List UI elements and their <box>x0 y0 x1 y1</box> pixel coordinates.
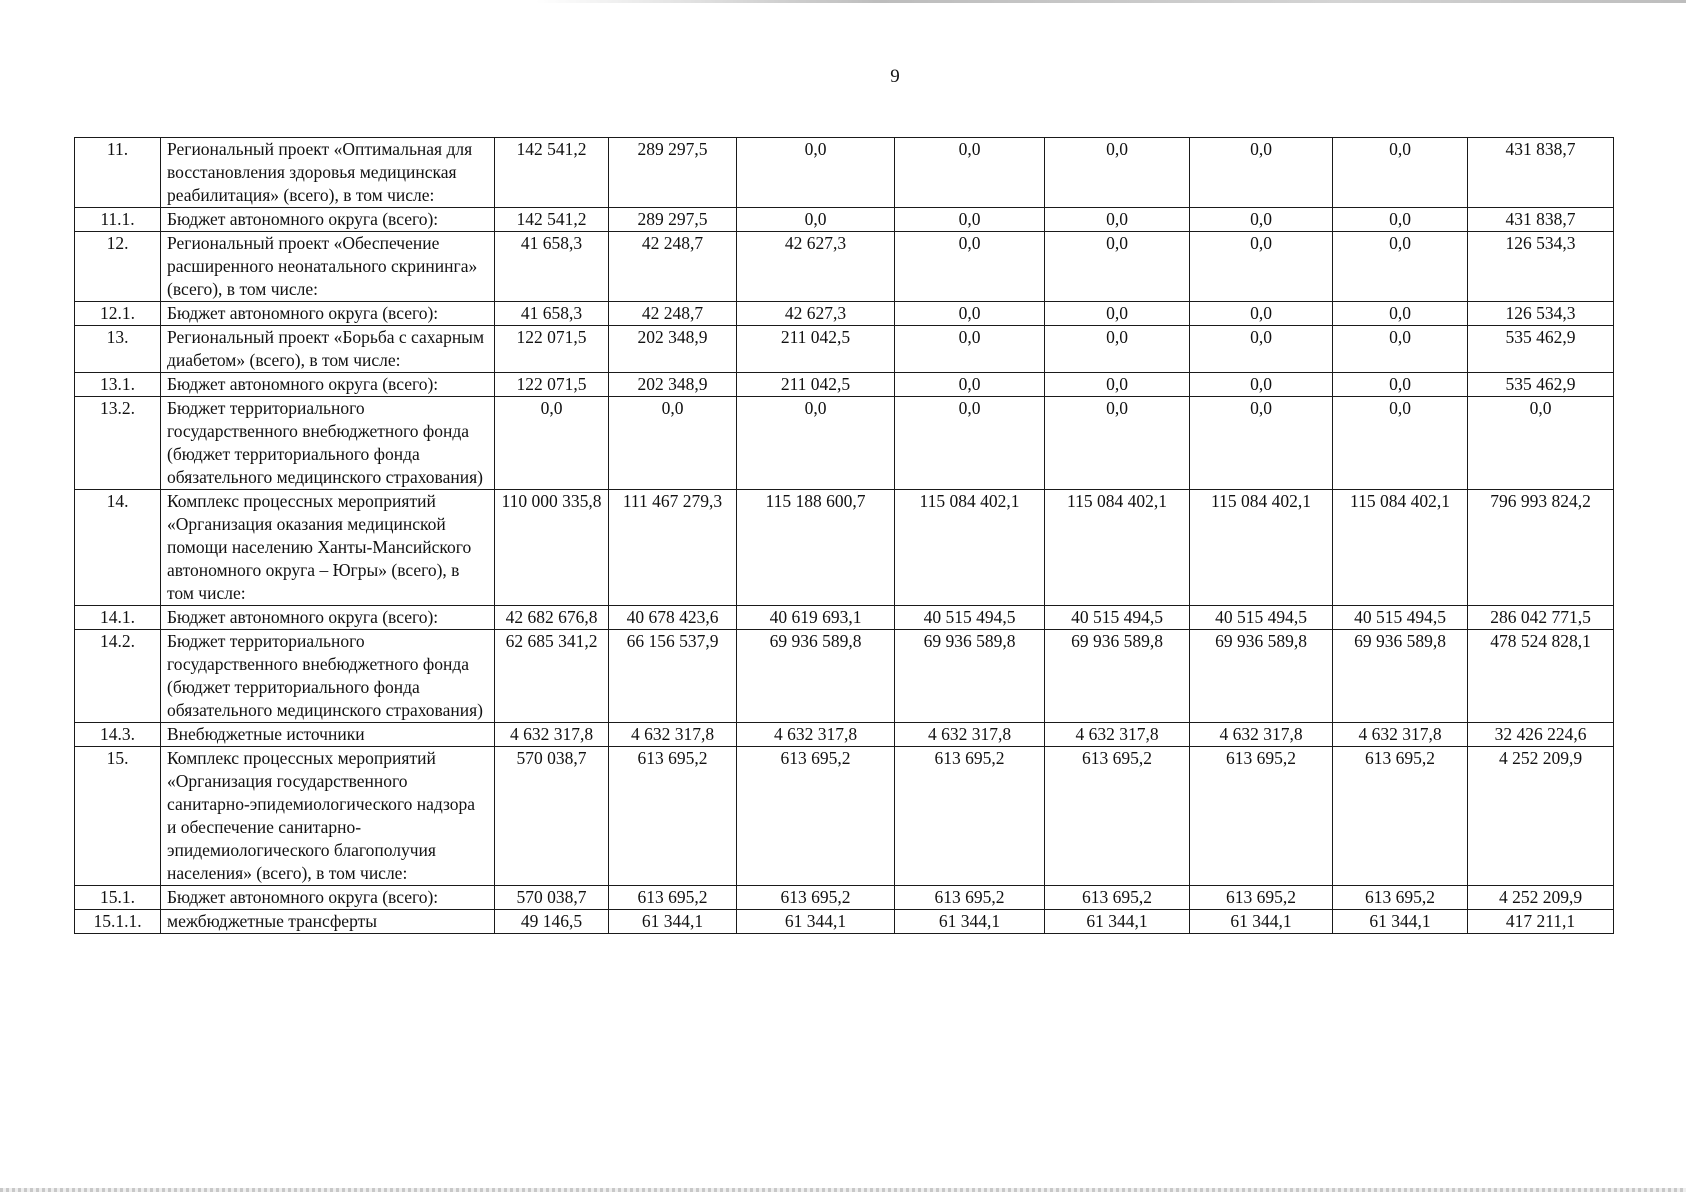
row-number: 15.1.1. <box>75 910 161 934</box>
row-value: 4 632 317,8 <box>1333 723 1468 747</box>
row-total-value: 431 838,7 <box>1468 208 1614 232</box>
row-number: 12. <box>75 232 161 302</box>
row-number: 13. <box>75 326 161 373</box>
table-row <box>75 747 1614 886</box>
table-row <box>75 490 1614 606</box>
row-description: Бюджет автономного округа (всего): <box>161 606 495 630</box>
row-value: 69 936 589,8 <box>1333 630 1468 723</box>
row-value: 69 936 589,8 <box>1045 630 1190 723</box>
row-number: 12.1. <box>75 302 161 326</box>
row-value: 613 695,2 <box>609 886 737 910</box>
row-value: 122 071,5 <box>495 326 609 373</box>
row-number: 14.1. <box>75 606 161 630</box>
scan-artifact-bottom <box>0 1188 1686 1192</box>
row-value: 61 344,1 <box>1333 910 1468 934</box>
table-row <box>75 723 1614 747</box>
row-value: 0,0 <box>609 397 737 490</box>
row-value: 202 348,9 <box>609 326 737 373</box>
row-description: Бюджет автономного округа (всего): <box>161 886 495 910</box>
row-value: 61 344,1 <box>609 910 737 934</box>
row-value: 0,0 <box>1045 326 1190 373</box>
row-value: 613 695,2 <box>895 886 1045 910</box>
row-value: 0,0 <box>1190 138 1333 208</box>
row-number: 13.2. <box>75 397 161 490</box>
row-value: 4 632 317,8 <box>609 723 737 747</box>
row-value: 42 248,7 <box>609 232 737 302</box>
row-value: 613 695,2 <box>1333 747 1468 886</box>
table-row <box>75 232 1614 302</box>
row-total-value: 478 524 828,1 <box>1468 630 1614 723</box>
row-value: 40 619 693,1 <box>737 606 895 630</box>
row-value: 0,0 <box>1190 397 1333 490</box>
row-description: Комплекс процессных мероприятий «Организация государственного санитарно-эпидемиологического надзора и обеспечение санитарно-эпидемиологического благополучия населения» (всего), в том числе: <box>161 747 495 886</box>
budget-table <box>74 137 1614 934</box>
row-total-value: 0,0 <box>1468 397 1614 490</box>
row-value: 40 515 494,5 <box>1045 606 1190 630</box>
row-number: 14.2. <box>75 630 161 723</box>
row-value: 0,0 <box>895 138 1045 208</box>
row-number: 11.1. <box>75 208 161 232</box>
row-value: 0,0 <box>1190 326 1333 373</box>
row-value: 0,0 <box>737 208 895 232</box>
row-value: 42 682 676,8 <box>495 606 609 630</box>
row-value: 49 146,5 <box>495 910 609 934</box>
row-description: Бюджет автономного округа (всего): <box>161 373 495 397</box>
row-total-value: 431 838,7 <box>1468 138 1614 208</box>
row-value: 0,0 <box>1045 232 1190 302</box>
table-row <box>75 208 1614 232</box>
row-value: 613 695,2 <box>1045 747 1190 886</box>
table-row <box>75 630 1614 723</box>
row-value: 41 658,3 <box>495 302 609 326</box>
row-value: 0,0 <box>1333 208 1468 232</box>
row-value: 61 344,1 <box>895 910 1045 934</box>
row-value: 0,0 <box>1190 208 1333 232</box>
row-value: 0,0 <box>737 397 895 490</box>
row-value: 0,0 <box>1045 302 1190 326</box>
table-row <box>75 910 1614 934</box>
row-value: 613 695,2 <box>737 886 895 910</box>
table-row <box>75 326 1614 373</box>
table-row <box>75 397 1614 490</box>
row-total-value: 286 042 771,5 <box>1468 606 1614 630</box>
row-value: 0,0 <box>1333 138 1468 208</box>
row-description: Бюджет территориального государственного внебюджетного фонда (бюджет территориального фонда обязательного медицинского страхования) <box>161 630 495 723</box>
row-value: 4 632 317,8 <box>1190 723 1333 747</box>
row-value: 69 936 589,8 <box>737 630 895 723</box>
row-value: 613 695,2 <box>895 747 1045 886</box>
row-value: 211 042,5 <box>737 373 895 397</box>
row-number: 15. <box>75 747 161 886</box>
table-row <box>75 302 1614 326</box>
row-value: 613 695,2 <box>609 747 737 886</box>
row-value: 4 632 317,8 <box>495 723 609 747</box>
row-value: 40 515 494,5 <box>1333 606 1468 630</box>
row-value: 115 084 402,1 <box>895 490 1045 606</box>
row-number: 13.1. <box>75 373 161 397</box>
row-value: 613 695,2 <box>737 747 895 886</box>
row-value: 613 695,2 <box>1333 886 1468 910</box>
row-value: 289 297,5 <box>609 138 737 208</box>
row-value: 0,0 <box>1333 373 1468 397</box>
row-value: 4 632 317,8 <box>895 723 1045 747</box>
table-row <box>75 606 1614 630</box>
row-number: 15.1. <box>75 886 161 910</box>
row-total-value: 535 462,9 <box>1468 326 1614 373</box>
row-value: 115 084 402,1 <box>1045 490 1190 606</box>
row-value: 0,0 <box>895 397 1045 490</box>
row-total-value: 4 252 209,9 <box>1468 747 1614 886</box>
row-value: 0,0 <box>737 138 895 208</box>
row-value: 0,0 <box>895 232 1045 302</box>
row-value: 41 658,3 <box>495 232 609 302</box>
row-value: 142 541,2 <box>495 208 609 232</box>
scan-artifact-top <box>536 0 1686 3</box>
row-value: 0,0 <box>895 208 1045 232</box>
row-value: 115 084 402,1 <box>1190 490 1333 606</box>
row-value: 0,0 <box>1045 373 1190 397</box>
row-value: 115 084 402,1 <box>1333 490 1468 606</box>
row-number: 11. <box>75 138 161 208</box>
row-value: 0,0 <box>1045 397 1190 490</box>
row-value: 613 695,2 <box>1190 747 1333 886</box>
row-value: 40 515 494,5 <box>1190 606 1333 630</box>
table-row <box>75 138 1614 208</box>
row-value: 69 936 589,8 <box>1190 630 1333 723</box>
row-value: 122 071,5 <box>495 373 609 397</box>
row-value: 115 188 600,7 <box>737 490 895 606</box>
row-value: 4 632 317,8 <box>737 723 895 747</box>
row-value: 202 348,9 <box>609 373 737 397</box>
row-description: Региональный проект «Оптимальная для восстановления здоровья медицинская реабилитация» (всего), в том числе: <box>161 138 495 208</box>
row-value: 0,0 <box>1333 232 1468 302</box>
row-description: Бюджет автономного округа (всего): <box>161 302 495 326</box>
row-description: Комплекс процессных мероприятий «Организация оказания медицинской помощи населению Ханты-Мансийского автономного округа – Югры» (всего), в том числе: <box>161 490 495 606</box>
row-value: 289 297,5 <box>609 208 737 232</box>
row-value: 42 627,3 <box>737 232 895 302</box>
table-body <box>75 138 1614 934</box>
page-number: 9 <box>890 66 900 87</box>
row-total-value: 126 534,3 <box>1468 302 1614 326</box>
row-value: 0,0 <box>1190 232 1333 302</box>
row-description: Бюджет автономного округа (всего): <box>161 208 495 232</box>
row-total-value: 32 426 224,6 <box>1468 723 1614 747</box>
row-value: 0,0 <box>895 373 1045 397</box>
row-description: Внебюджетные источники <box>161 723 495 747</box>
row-description: Бюджет территориального государственного внебюджетного фонда (бюджет территориального фонда обязательного медицинского страхования) <box>161 397 495 490</box>
row-value: 0,0 <box>895 302 1045 326</box>
row-value: 66 156 537,9 <box>609 630 737 723</box>
row-total-value: 126 534,3 <box>1468 232 1614 302</box>
row-description: Региональный проект «Обеспечение расширенного неонатального скрининга» (всего), в том числе: <box>161 232 495 302</box>
row-value: 0,0 <box>1333 326 1468 373</box>
row-value: 0,0 <box>1333 397 1468 490</box>
row-value: 0,0 <box>495 397 609 490</box>
row-total-value: 796 993 824,2 <box>1468 490 1614 606</box>
row-value: 69 936 589,8 <box>895 630 1045 723</box>
row-value: 613 695,2 <box>1045 886 1190 910</box>
row-total-value: 417 211,1 <box>1468 910 1614 934</box>
row-value: 42 627,3 <box>737 302 895 326</box>
row-value: 613 695,2 <box>1190 886 1333 910</box>
row-value: 62 685 341,2 <box>495 630 609 723</box>
row-value: 0,0 <box>1333 302 1468 326</box>
row-value: 111 467 279,3 <box>609 490 737 606</box>
row-value: 4 632 317,8 <box>1045 723 1190 747</box>
row-value: 211 042,5 <box>737 326 895 373</box>
row-description: межбюджетные трансферты <box>161 910 495 934</box>
row-total-value: 4 252 209,9 <box>1468 886 1614 910</box>
row-value: 570 038,7 <box>495 747 609 886</box>
row-value: 61 344,1 <box>1190 910 1333 934</box>
row-value: 110 000 335,8 <box>495 490 609 606</box>
row-value: 570 038,7 <box>495 886 609 910</box>
table-row <box>75 886 1614 910</box>
row-value: 0,0 <box>1190 302 1333 326</box>
row-value: 142 541,2 <box>495 138 609 208</box>
row-value: 42 248,7 <box>609 302 737 326</box>
row-value: 0,0 <box>1045 138 1190 208</box>
row-number: 14.3. <box>75 723 161 747</box>
row-value: 0,0 <box>1045 208 1190 232</box>
row-value: 40 515 494,5 <box>895 606 1045 630</box>
row-value: 0,0 <box>1190 373 1333 397</box>
row-total-value: 535 462,9 <box>1468 373 1614 397</box>
row-value: 61 344,1 <box>737 910 895 934</box>
row-description: Региональный проект «Борьба с сахарным диабетом» (всего), в том числе: <box>161 326 495 373</box>
row-value: 0,0 <box>895 326 1045 373</box>
row-value: 61 344,1 <box>1045 910 1190 934</box>
row-number: 14. <box>75 490 161 606</box>
row-value: 40 678 423,6 <box>609 606 737 630</box>
table-row <box>75 373 1614 397</box>
